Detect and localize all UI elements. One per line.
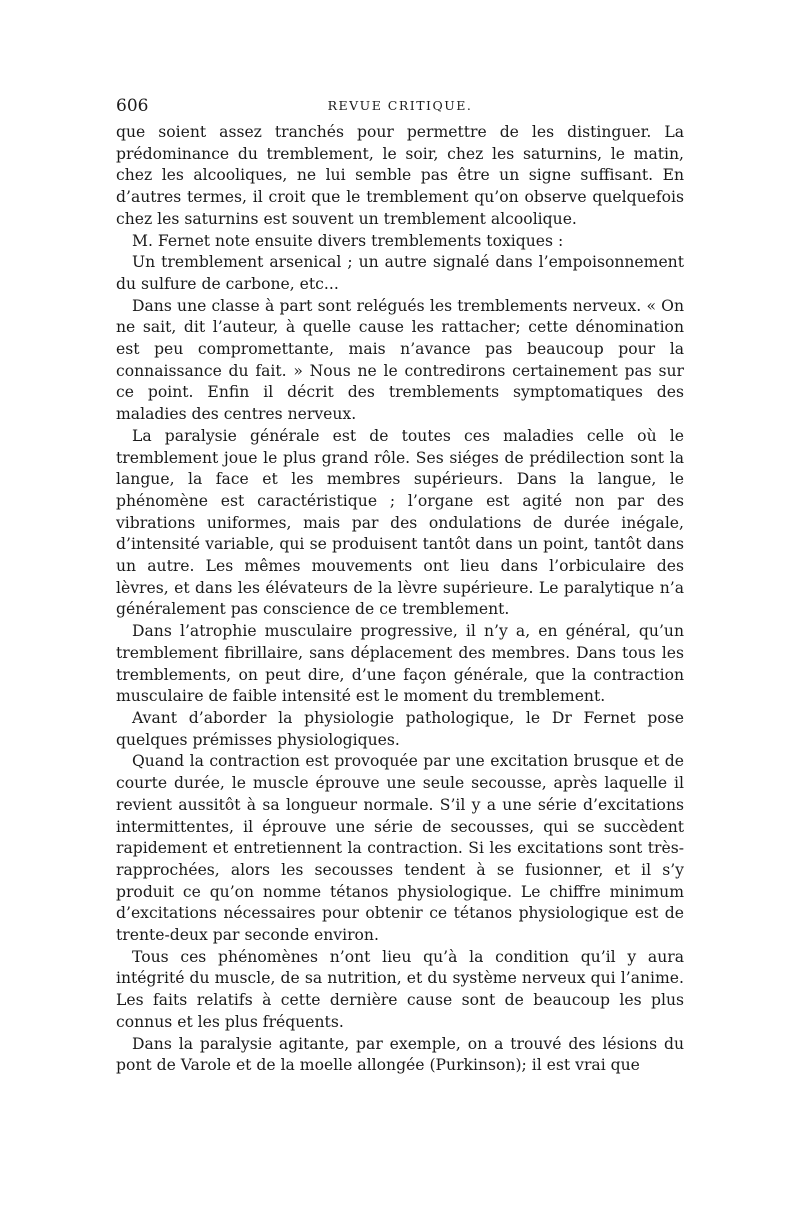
paragraph: La paralysie générale est de toutes ces maladies celle où le tremblement joue le plus grand rôle. Ses siéges de prédilection sont la langue, la face et les membres supérieurs. Dans la langue, le phénomène est caractéristique ; l’organe est agité non par des vibrations uniformes, mais par des ondulations de durée inégale, d’intensité variable, qui se produisent tantôt dans un point, tantôt dans un autre. Les mêmes mouvements ont lieu dans l’orbiculaire des lèvres, et dans les élévateurs de la lèvre supérieure. Le paralytique n’a généralement pas conscience de ce tremblement. bbox=[116, 426, 684, 619]
paragraph: que soient assez tranchés pour permettre de les distinguer. La prédominance du tremblement, le soir, chez les saturnins, le matin, chez les alcooliques, ne lui semble pas être un signe suffisant. En d’autres termes, il croit que le tremblement qu’on observe quelquefois chez les saturnins est souvent un tremblement alcoolique. bbox=[116, 123, 684, 228]
paragraph: Tous ces phénomènes n’ont lieu qu’à la condition qu’il y aura intégrité du muscle, de sa nutrition, et du système nerveux qui l’anime. Les faits relatifs à cette dernière cause sont de beaucoup les plus connus et les plus fréquents. bbox=[116, 947, 684, 1031]
paragraph: Dans la paralysie agitante, par exemple, on a trouvé des lésions du pont de Varole et de la moelle allongée (Purkinson); il est vrai que bbox=[116, 1034, 684, 1075]
paragraph: Avant d’aborder la physiologie pathologique, le Dr Fernet pose quelques prémisses physiologiques. bbox=[116, 708, 684, 749]
book-page bbox=[116, 96, 684, 1077]
page-number: 606 bbox=[116, 96, 149, 116]
paragraph: Dans une classe à part sont relégués les tremblements nerveux. « On ne sait, dit l’auteur, à quelle cause les rattacher; cette dénomination est peu compromettante, mais n’avance pas beaucoup pour la connaissance du fait. » Nous ne le contredirons certainement pas sur ce point. Enfin il décrit des tremblements symptomatiques des maladies des centres nerveux. bbox=[116, 296, 684, 424]
paragraph: Un tremblement arsenical ; un autre signalé dans l’empoisonnement du sulfure de carbone, etc... bbox=[116, 253, 684, 293]
running-head bbox=[116, 96, 684, 122]
paragraph: Quand la contraction est provoquée par une excitation brusque et de courte durée, le muscle éprouve une seule secousse, après laquelle il revient aussitôt à sa longueur normale. S’il y a une série d’excitations intermittentes, il éprouve une série de secousses, qui se succèdent rapidement et entretiennent la contraction. Si les excitations sont très-rapprochées, alors les secousses tendent à se fusionner, et il s’y produit ce qu’on nomme tétanos physiologique. Le chiffre minimum d’excitations nécessaires pour obtenir ce tétanos physiologique est de trente-deux par seconde environ. bbox=[116, 752, 684, 945]
body-text bbox=[116, 122, 684, 1077]
paragraph: M. Fernet note ensuite divers tremblements toxiques : bbox=[132, 231, 564, 250]
paragraph: Dans l’atrophie musculaire progressive, il n’y a, en général, qu’un tremblement fibrillaire, sans déplacement des membres. Dans tous les tremblements, on peut dire, d’une façon générale, que la contraction musculaire de faible intensité est le moment du tremblement. bbox=[116, 622, 684, 706]
running-title: REVUE CRITIQUE. bbox=[327, 98, 473, 113]
